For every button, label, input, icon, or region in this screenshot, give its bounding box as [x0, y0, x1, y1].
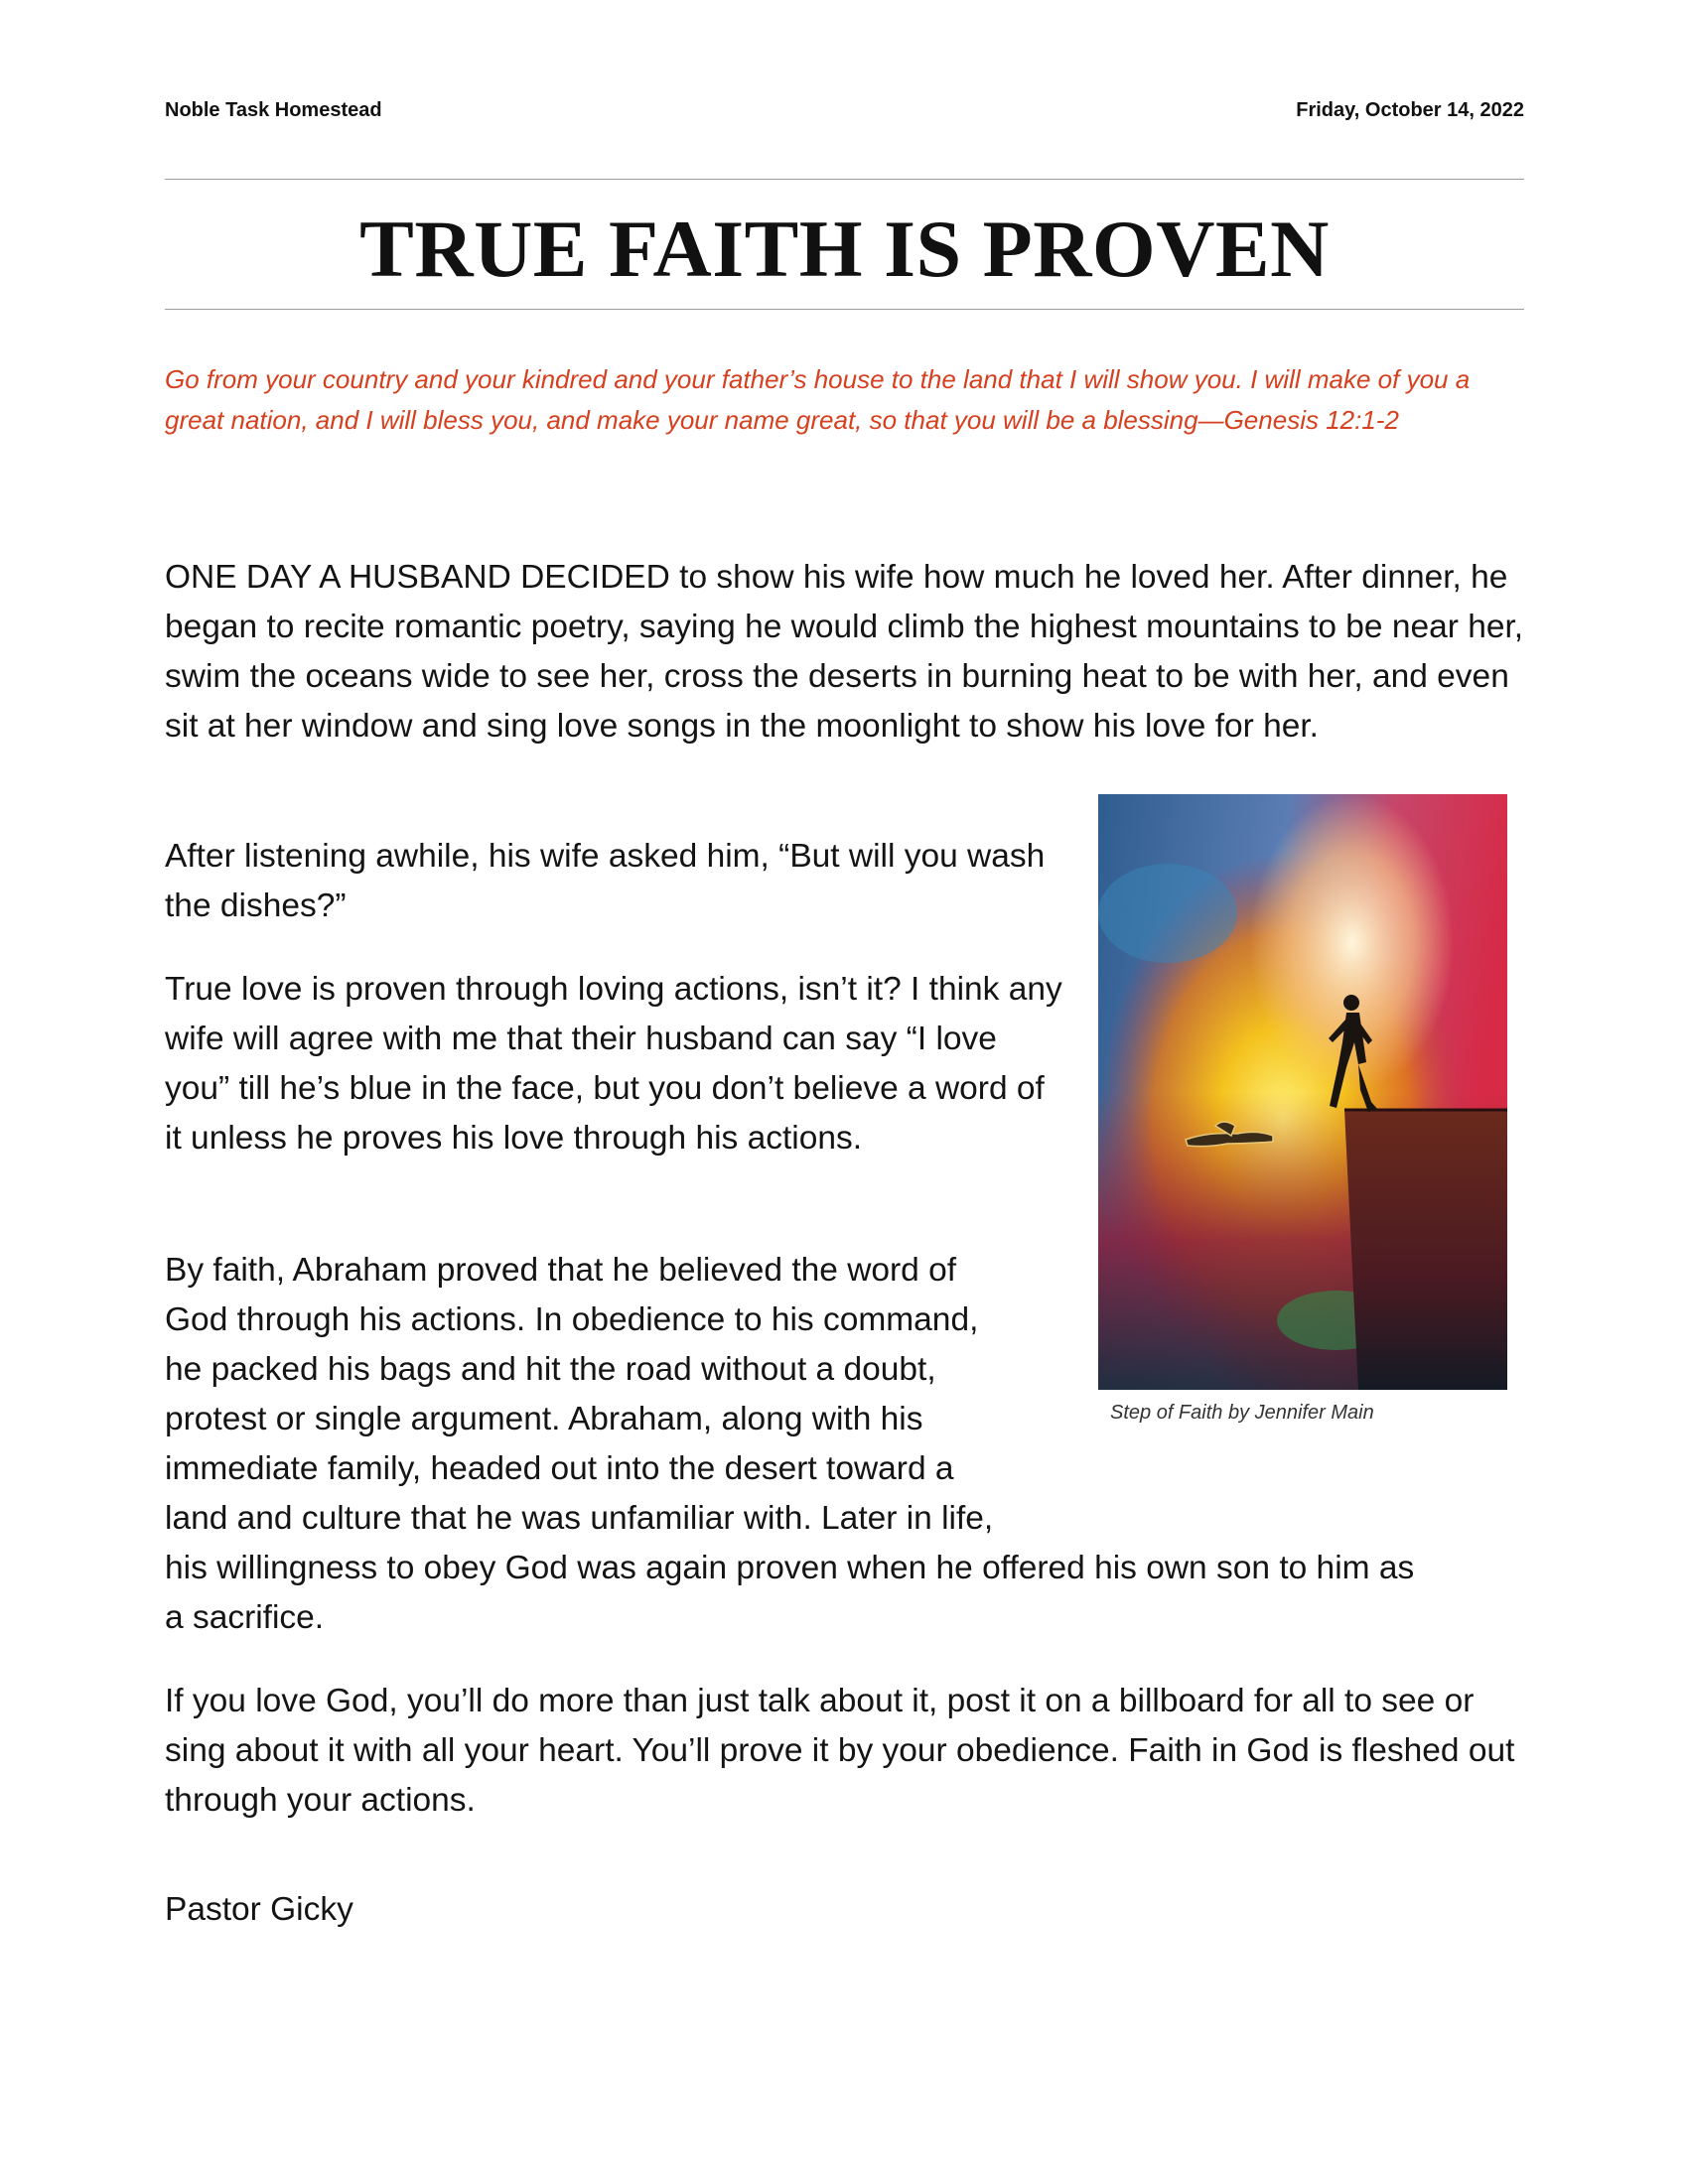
paragraph-4-line: protest or single argument. Abraham, along with his	[165, 1401, 923, 1437]
paragraph-4-line: he packed his bags and hit the road without a doubt,	[165, 1351, 936, 1388]
paragraph-4-line: his willingness to obey God was again proven when he offered his own son to him as	[165, 1550, 1415, 1586]
paragraph-3: True love is proven through loving actions, isn’t it? I think any wife will agree with me that their husband can say “I love you” till he’s blue in the face, but you don’t believe a word of it unless he proves his love through his actions.	[165, 971, 1062, 1157]
publication-name: Noble Task Homestead	[165, 99, 382, 121]
author-signature: Pastor Gicky	[165, 1891, 353, 1928]
publication-date: Friday, October 14, 2022	[1296, 99, 1524, 121]
title-rule-top	[165, 179, 1524, 180]
paragraph-2: After listening awhile, his wife asked him, “But will you wash the dishes?”	[165, 838, 1046, 924]
paragraph-1: ONE DAY A HUSBAND DECIDED to show his wife how much he loved her. After dinner, he began to recite romantic poetry, saying he would climb the highest mountains to be near her, swim the oceans wide to see her, cross the deserts in burning heat to be with her, and even sit at her window and sing love songs in the moonlight to show his love for her.	[165, 559, 1524, 745]
paragraph-4-line: immediate family, headed out into the desert toward a	[165, 1450, 954, 1487]
paragraph-4-line: a sacrifice.	[165, 1599, 325, 1636]
paragraph-4-line: God through his actions. In obedience to his command,	[165, 1301, 979, 1338]
paragraph-5: If you love God, you’ll do more than just talk about it, post it on a billboard for all to see or sing about it with all your heart. You’ll prove it by your obedience. Faith in God is fleshed out through your actions.	[165, 1683, 1515, 1819]
painting-image	[1098, 794, 1507, 1390]
title-rule-bottom	[165, 309, 1524, 310]
paragraph-4-line: land and culture that he was unfamiliar with. Later in life,	[165, 1500, 994, 1537]
painting-step-of-faith-icon	[1098, 794, 1507, 1390]
paragraph-4-line: By faith, Abraham proved that he believed the word of	[165, 1252, 957, 1289]
scripture-epigraph: Go from your country and your kindred and your father’s house to the land that I will show you. I will make of you a great nation, and I will bless you, and make your name great, so that you will be a blessing—Genesis 12:1-2	[165, 364, 1471, 435]
page-header	[165, 99, 1524, 131]
page-title: TRUE FAITH IS PROVEN	[359, 204, 1330, 294]
image-caption: Step of Faith by Jennifer Main	[1110, 1402, 1374, 1424]
